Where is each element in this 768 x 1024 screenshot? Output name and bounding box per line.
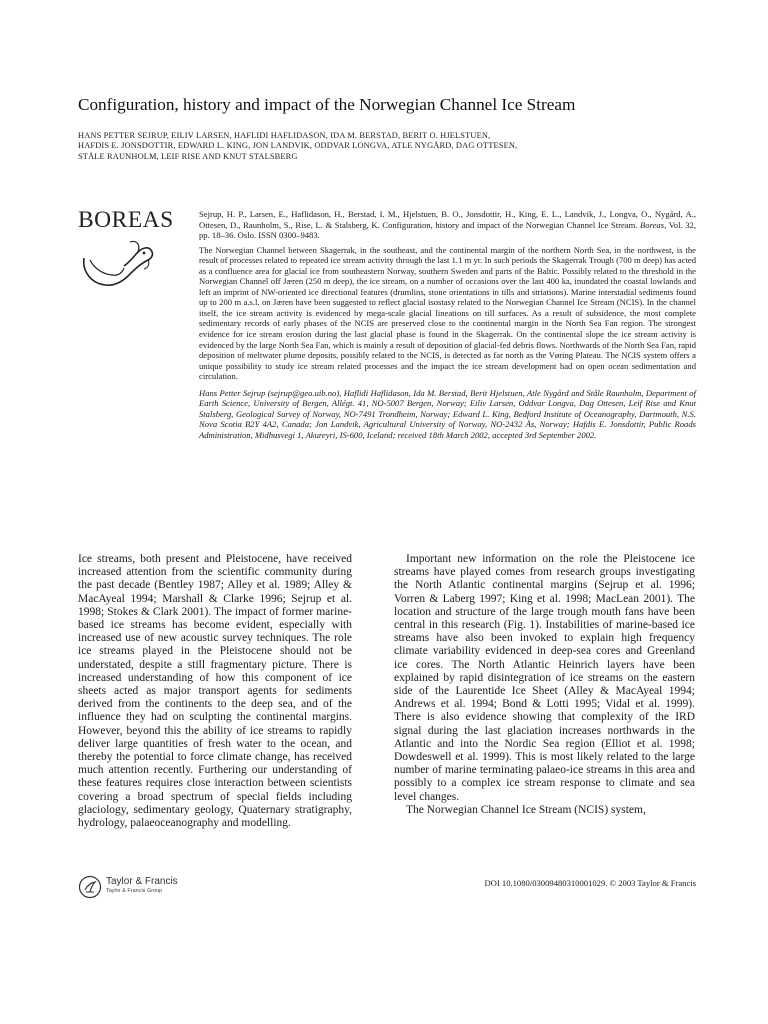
citation-journal: Boreas: [640, 219, 665, 230]
boreas-head-icon: [78, 238, 158, 293]
doi-copyright: DOI 10.1080/03009480310001029. © 2003 Taylor & Francis: [484, 878, 696, 888]
author-affiliations: Hans Petter Sejrup (sejrup@geo.uib.no), Haflidi Haflidason, Ida M. Berstad, Berit Hjelstuen, Atle Nygård and Ståle Raunholm, Department of Earth Science, University of Bergen, Allégt. 41, NO-5007 Bergen, Norway; Eiliv Larsen, Oddvar Longva, Dag Ottesen, Leif Rise and Knut Stalsberg, Geological Survey of Norway, NO-7491 Trondheim, Norway; Edward L. King, Bedford Institute of Oceanography, Dartmouth, N.S. Nova Scotia B2Y 4A2, Canada; Jon Landvik, Agricultural University of Norway, NO-2432 Ås, Norway; Hafdis E. Jonsdottir, Public Roads Administration, Midhusvegi 1, Akureyri, IS-600, Iceland; received 18th March 2002, accepted 3rd September 2002.: [199, 387, 696, 440]
author-line: STÅLE RAUNHOLM, LEIF RISE AND KNUT STALSBERG: [78, 151, 298, 161]
boreas-wordmark: BOREAS: [78, 207, 174, 233]
abstract-text: The Norwegian Channel between Skagerrak, in the southeast, and the continental margin of the northern North Sea, in the northwest, is the result of processes related to repeated ice stream activity through the last 1.1 m yr. In such periods the Skagerrak Trough (700 m deep) has acted as a confluence area for glacial ice from southeastern Norway, southern Sweden and parts of the Baltic. Possibly related to the threshold in the Norwegian Channel off Jæren (250 m deep), the ice stream, on a number of occasions over the last 400 ka, inundated the coastal lowlands and left an imprint of NW-oriented ice directional features (drumlins, stone orientations in tills and striations). Marine interstadial sediments found up to 200 m a.s.l. on Jæren have been suggested to reflect glacial isostasy related to the Norwegian Channel Ice Stream (NCIS). In the channel itself, the ice stream activity is evidenced by mega-scale glacial lineations on till surfaces. As a result of subsidence, the most complete sedimentary records of early phases of the NCIS are preserved close to the continental margin in the North Sea Fan region. The strongest evidence for ice stream erosion during the last glacial phase is found in the Skagerrak. On the continental slope the ice stream activity is evidenced by the large North Sea Fan, which is mainly a result of deposition of glacial-fed debris flows. Northwards of the North Sea Fan, rapid deposition of meltwater plume deposits, possibly related to the NCIS, is detected as far north as the Vøring Plateau. The NCIS system offers a unique possibility to study ice stream related processes and the impact the ice stream development had on open ocean sedimentation and circulation.: [199, 244, 696, 382]
citation-details: , Vol. 32, pp. 18–36. Oslo. ISSN 0300–9483.: [199, 219, 696, 241]
page-footer: [78, 874, 696, 900]
publisher-name: Taylor & Francis: [106, 876, 178, 887]
author-list: [78, 131, 708, 162]
publisher-group: Taylor & Francis Group: [106, 888, 163, 894]
publisher-logo: [78, 874, 198, 900]
citation-authors-title: Sejrup, H. P., Larsen, E., Haflidason, H., Berstad, I. M., Hjelstuen, B. O., Jonsdottir, H., King, E. L., Landvik, J., Longva, O., Nygård, A., Ottesen, D., Raunholm, S., Rise, L. & Stalsberg, K. Configuration, history and impact of the Norwegian Channel Ice Stream.: [199, 209, 696, 230]
body-column-left: [78, 553, 352, 830]
article-title: Configuration, history and impact of the Norwegian Channel Ice Stream: [78, 95, 576, 114]
author-line: HAFDIS E. JONSDOTTIR, EDWARD L. KING, JON LANDVIK, ODDVAR LONGVA, ATLE NYGÅRD, DAG OTTESEN,: [78, 141, 518, 151]
taylor-francis-logo-icon: [78, 875, 102, 899]
body-column-right: [394, 553, 695, 817]
body-paragraph: Important new information on the role the Pleistocene ice streams have played comes from research groups investigating the North Atlantic continental margins (Sejrup et al. 1996; Vorren & Laberg 1997; King et al. 1998; MacLean 2001). The location and structure of the large trough mouth fans have been central in this research (Fig. 1). Instabilities of marine-based ice streams have also been invoked to explain high frequency climate variability evidenced in deep-sea cores and Greenland ice cores. The North Atlantic Heinrich layers have been explained by rapid disintegration of ice streams on the eastern side of the Laurentide Ice Sheet (Alley & MacAyeal 1994; Andrews et al. 1994; Bond & Lotti 1995; Vidal et al. 1999). There is also evidence showing that complexity of the IRD signal during the last glaciation increases northwards in the Atlantic and into the Nordic Sea region (Elliot et al. 1998; Dowdeswell et al. 1999). This is most likely related to the large number of marine terminating palaeo-ice streams in this area and possibly to a complex ice stream response to climate and sea level changes.: [394, 553, 695, 803]
body-paragraph: The Norwegian Channel Ice Stream (NCIS) system,: [406, 803, 646, 816]
author-line: HANS PETTER SEJRUP, EILIV LARSEN, HAFLIDI HAFLIDASON, IDA M. BERSTAD, BERIT O. HJELSTUEN,: [78, 131, 491, 140]
citation: [199, 209, 696, 241]
boreas-journal-logo: [78, 208, 178, 298]
abstract-block: [199, 209, 696, 444]
body-paragraph: Ice streams, both present and Pleistocene, have received increased attention from the scientific community during the past decade (Bentley 1987; Alley et al. 1989; Alley & MacAyeal 1994; Marshall & Clarke 1996; Sejrup et al. 1998; Stokes & Clark 2001). The impact of former marine-based ice streams has become evident, especially with increased use of new acoustic survey techniques. The role ice streams played in the Pleistocene should not be understated, despite a still fragmentary picture. There is increased understanding of how this component of ice sheets acted as major transport agents for sediments derived from the continents to the deep sea, and of the influence they had on sculpting the continental margins. However, beyond this the ability of ice streams to rapidly deliver large quantities of fresh water to the ocean, and thereby the potential to force climate change, has received much attention recently. Furthering our understanding of these features requires close interaction between scientists covering a broad spectrum of special fields including glaciology, sedimentary geology, Quaternary stratigraphy, hydrology, palaeoceanography and modelling.: [78, 553, 352, 830]
